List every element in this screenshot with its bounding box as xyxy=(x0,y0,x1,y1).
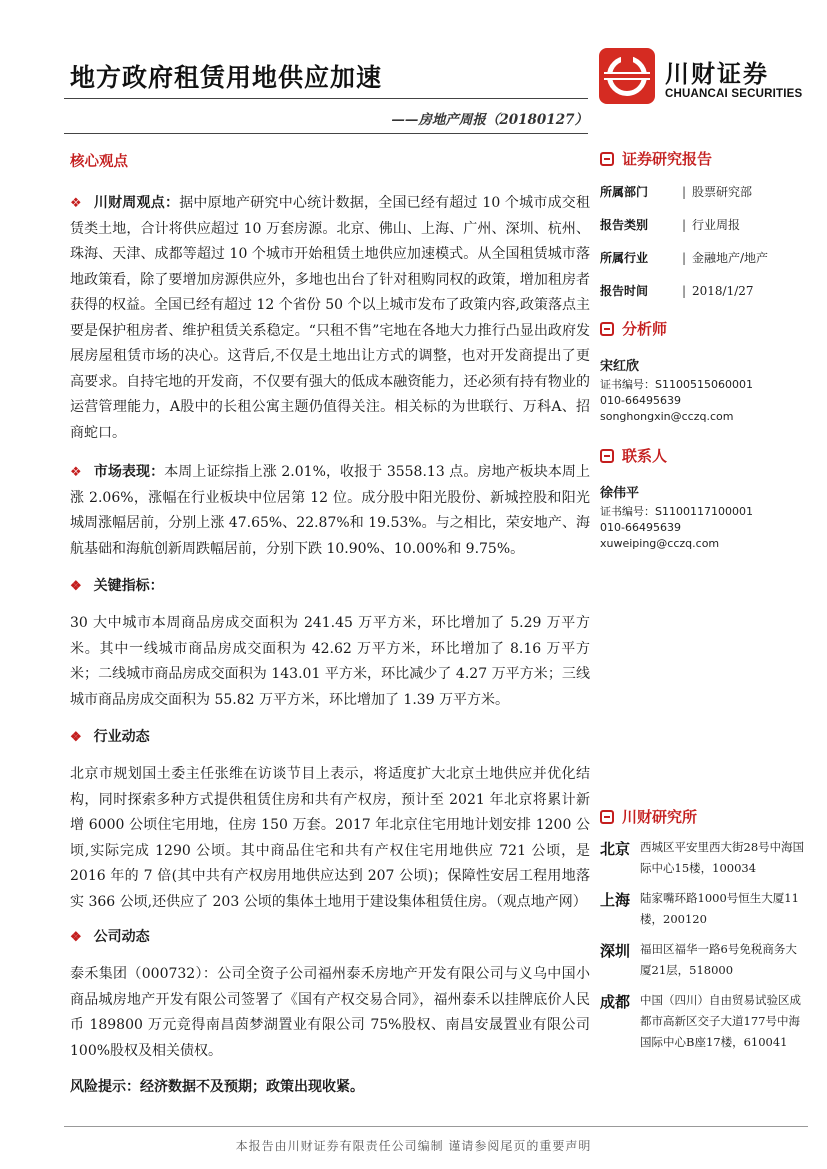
contact-cert: 证书编号：S1100117100001 xyxy=(600,505,753,518)
analyst-cert: 证书编号：S1100515060001 xyxy=(600,378,753,391)
key-indicators-text: 30 大中城市本周商品房成交面积为 241.45 万平方米，环比增加了 5.29 万平方米。其中一线城市商品房成交面积为 42.62 万平方米，环比增加了 8.16 万平方米；二线城市商品房成交面积为 143.01 平方米，环比减少了 4.27 万平方米；三线城市商品房成交面积为 55.82 万平方米，环比增加了 1.39 万平方米。 xyxy=(70,615,590,708)
diamond-bullet-icon: ❖ xyxy=(70,465,82,480)
sidebar-analyst xyxy=(600,318,805,425)
sidebar-institute xyxy=(600,806,805,1062)
logo-name-en: CHUANCAI SECURITIES xyxy=(665,88,803,100)
logo-mark-icon xyxy=(599,48,655,104)
core-view-heading: 核心观点 xyxy=(70,153,128,170)
diamond-bullet-icon: ❖ xyxy=(70,196,82,211)
report-info-heading: 证券研究报告 xyxy=(600,148,805,169)
diamond-bullet-icon: ❖ xyxy=(70,930,82,945)
analyst-phone: 010-66495639 xyxy=(600,394,681,407)
company-heading: ❖ 公司动态 xyxy=(70,929,150,945)
meta-row-industry: 所属行业 | 金融地产/地产 xyxy=(600,250,769,265)
analyst-email[interactable]: songhongxin@cczq.com xyxy=(600,410,734,423)
section-square-icon xyxy=(600,810,614,824)
industry-text: 北京市规划国土委主任张维在访谈节目上表示，将适度扩大北京土地供应并优化结构，同时探索多种方式提供租赁住房和共有产权房，预计至 2021 年北京将累计新增 6000 公顷住宅用地，住房 150 万套。2017 年北京住宅用地计划安排 1200 公顷,实际完成 1290 公顷。其中商品住宅和共有产权住宅用地供应 721 公顷，是 2016 年的 7 倍(其中共有产权房用地供应达到 207 公顷)；保障性安居工程用地落实 366 公顷,还供应了 203 公顷的集体土地用于建设集体租赁住房。（观点地产网） xyxy=(70,766,590,910)
contact-email[interactable]: xuweiping@cczq.com xyxy=(600,537,720,550)
contact-name: 徐伟平 xyxy=(600,486,640,501)
sidebar-report-info xyxy=(600,148,805,307)
market-text: 本周上证综指上涨 2.01%，收报于 3558.13 点。房地产板块本周上涨 2.06%，涨幅在行业板块中位居第 12 位。成分股中阳光股份、新城控股和阳光城周涨幅居前，分别上涨 47.65%、22.87%和 19.53%。与之相比，荣安地产、海航基础和海航创新周跌幅居前，分别下跌 10.90%、10.00%和 9.75%。 xyxy=(70,464,591,557)
diamond-bullet-icon: ❖ xyxy=(70,730,82,745)
section-square-icon xyxy=(600,152,614,166)
report-title: 地方政府租赁用地供应加速 xyxy=(70,63,383,92)
industry-heading: ❖ 行业动态 xyxy=(70,729,150,745)
footer-divider xyxy=(64,1126,808,1127)
weekly-view-label: 川财周观点： xyxy=(93,195,180,211)
page-footer: 本报告由川财证券有限责任公司编制 谨请参阅尾页的重要声明 xyxy=(235,1139,592,1153)
office-shenzhen: 深圳 福田区福华一路6号免税商务大厦21层，518000 xyxy=(600,942,797,977)
logo-name-cn: 川财证券 xyxy=(665,60,769,88)
market-label: 市场表现： xyxy=(93,464,165,480)
office-chengdu: 成都 中国（四川）自由贸易试验区成都市高新区交子大道177号中海国际中心B座17楼，610041 xyxy=(600,993,801,1049)
sidebar-contact xyxy=(600,445,805,552)
contact-phone: 010-66495639 xyxy=(600,521,681,534)
market-paragraph xyxy=(70,460,590,562)
office-beijing: 北京 西城区平安里西大街28号中海国际中心15楼，100034 xyxy=(600,840,805,875)
analyst-heading: 分析师 xyxy=(600,318,805,339)
diamond-bullet-icon: ❖ xyxy=(70,579,82,594)
office-shanghai: 上海 陆家嘴环路1000号恒生大厦11楼，200120 xyxy=(600,891,799,926)
header-divider-bottom xyxy=(64,133,588,134)
analyst-name: 宋红欣 xyxy=(600,359,640,374)
main-content xyxy=(70,150,590,1096)
report-subtitle: ——房地产周报（20180127） xyxy=(391,112,588,128)
company-logo xyxy=(599,48,809,108)
weekly-view-paragraph xyxy=(70,191,590,446)
section-square-icon xyxy=(600,322,614,336)
meta-row-category: 报告类别 | 行业周报 xyxy=(600,217,741,232)
institute-heading: 川财研究所 xyxy=(600,806,805,827)
meta-row-date: 报告时间 | 2018/1/27 xyxy=(600,283,754,298)
header-divider-top xyxy=(64,98,588,99)
key-indicators-heading: ❖ 关键指标： xyxy=(70,578,164,594)
weekly-view-text: 据中原地产研究中心统计数据，全国已经有超过 10 个城市成交租赁类土地，合计将供应超过 10 万套房源。北京、佛山、上海、广州、深圳、杭州、珠海、天津、成都等超过 10 个城市开始租赁土地供应加速模式。从全国租赁城市落地政策看，除了要增加房源供应外，多地也出台了针对租购同权的政策，增加租房者获得的权益。全国已经有超过 12 个省份 50 个以上城市发布了政策内容,政策落点主要是保护租房者、维护租赁关系稳定。“只租不售”宅地在各地大力推行凸显出政府发展房屋租赁市场的决心。这背后,不仅是土地出让方式的调整，也对开发商提出了更高要求。自持宅地的开发商，不仅要有强大的低成本融资能力，还必须有持有物业的运营管理能力，A股中的长租公寓主题仍值得关注。相关标的为世联行、万科A、招商蛇口。 xyxy=(70,195,591,441)
section-square-icon xyxy=(600,449,614,463)
company-text: 泰禾集团（000732）：公司全资子公司福州泰禾房地产开发有限公司与义乌中国小商品城房地产开发有限公司签署了《国有产权交易合同》，福州泰禾以挂牌底价人民币 189800 万元竞得南昌茵梦湖置业有限公司 75%股权、南昌安晟置业有限公司 100%股权及相关债权。 xyxy=(70,966,590,1059)
risk-warning: 风险提示：经济数据不及预期；政策出现收紧。 xyxy=(70,1079,364,1095)
meta-row-department: 所属部门 | 股票研究部 xyxy=(600,184,753,199)
contact-heading: 联系人 xyxy=(600,445,805,466)
